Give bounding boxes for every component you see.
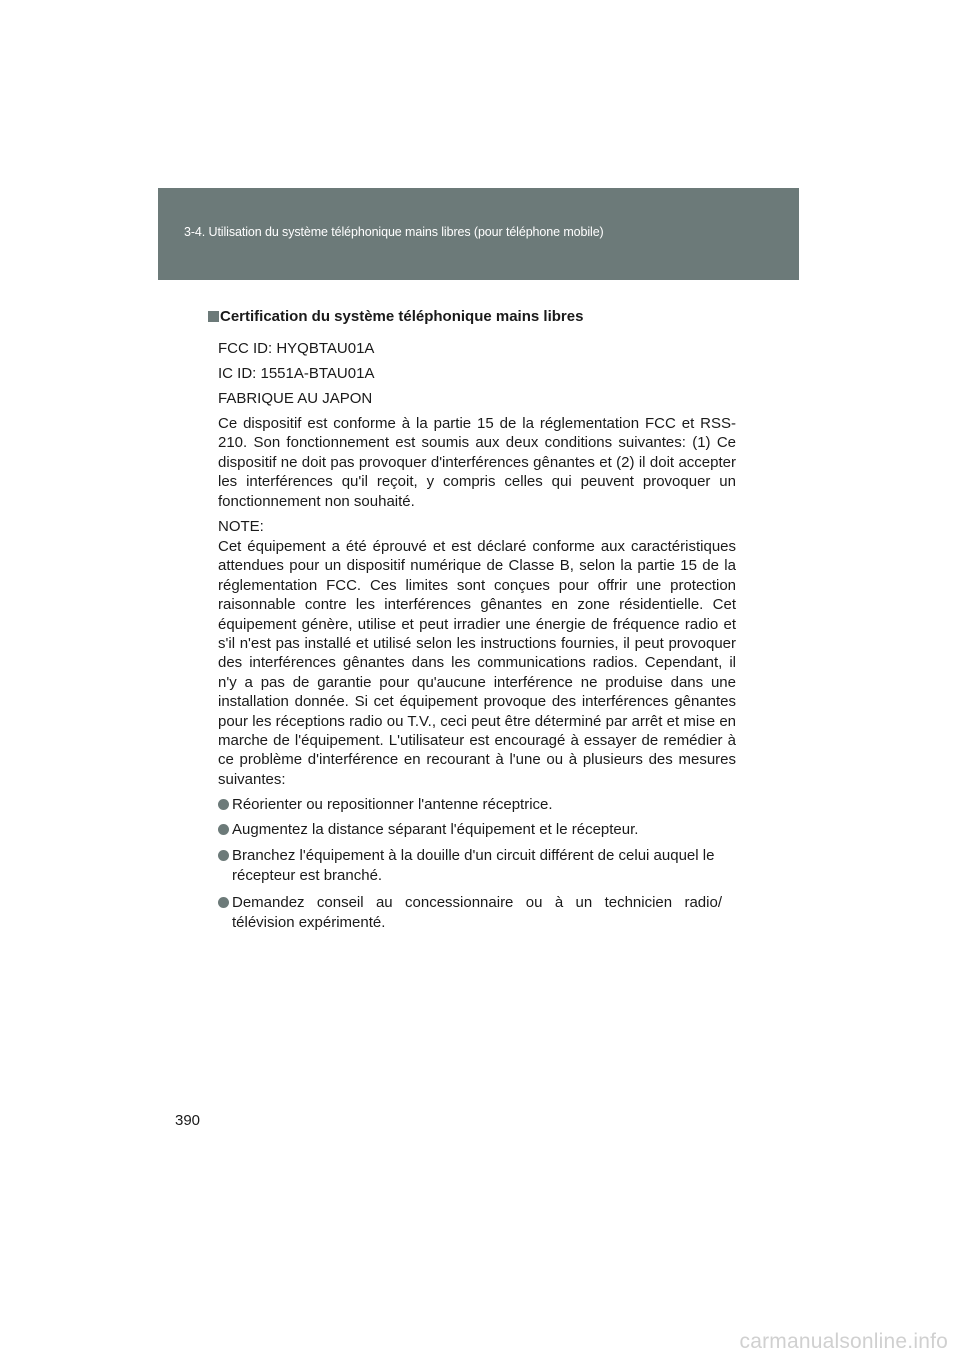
site-watermark: carmanualsonline.info	[739, 1330, 948, 1353]
compliance-paragraph: Ce dispositif est conforme à la partie 15 de la réglementation FCC et RSS-210. Son fonctionnement est soumis aux deux conditions suivantes: (1) Ce dispositif ne doit pas provoquer d'interférences gênantes et (2) il doit accepter les interférences qu'il reçoit, y compris celles qui peuvent provoquer un fonctionnement non souhaité.	[218, 415, 736, 510]
square-bullet-icon	[208, 311, 219, 322]
made-in-label: FABRIQUE AU JAPON	[218, 390, 373, 407]
page-number: 390	[175, 1112, 201, 1129]
section-heading-text: Certification du système téléphonique mains libres	[220, 308, 584, 325]
chapter-section-title: 3-4. Utilisation du système téléphonique mains libres (pour téléphone mobile)	[184, 225, 604, 239]
round-bullet-icon	[218, 850, 229, 861]
fcc-id: FCC ID: HYQBTAU01A	[218, 340, 375, 357]
round-bullet-icon	[218, 824, 229, 835]
measure-text: Réorienter ou repositionner l'antenne réceptrice.	[232, 796, 553, 813]
note-paragraph: Cet équipement a été éprouvé et est déclaré conforme aux caractéristiques attendues pour un dispositif numérique de Classe B, selon la partie 15 de la réglementation FCC. Ces limites sont conçues pour offrir une protection raisonnable contre les interférences gênantes en zone résidentielle. Cet équipement génère, utilise et peut irradier une énergie de fréquence radio et s'il n'est pas installé et utilisé selon les instructions fournies, il peut provoquer des interférences gênantes dans les communications radios. Cependant, il n'y a pas de garantie pour qu'aucune interférence ne produise dans une installation donnée. Si cet équipement provoque des interférences gênantes pour les réceptions radio ou T.V., ceci peut être déterminé par arrêt et mise en marche de l'équipement. L'utilisateur est encouragé à essayer de remédier à ce problème d'interférence en recourant à l'une ou à plusieurs des mesures suivantes:	[218, 538, 736, 788]
ic-id: IC ID: 1551A-BTAU01A	[218, 365, 375, 382]
chapter-header-band	[158, 188, 799, 280]
measure-text: Augmentez la distance séparant l'équipement et le récepteur.	[232, 821, 639, 838]
round-bullet-icon	[218, 897, 229, 908]
note-label: NOTE:	[218, 518, 264, 535]
measure-text: Branchez l'équipement à la douille d'un circuit différent de celui auquel le récepteur est branché.	[232, 847, 715, 884]
measure-text: Demandez conseil au concessionnaire ou à un technicien radio/ télévision expérimenté.	[232, 894, 722, 931]
round-bullet-icon	[218, 799, 229, 810]
